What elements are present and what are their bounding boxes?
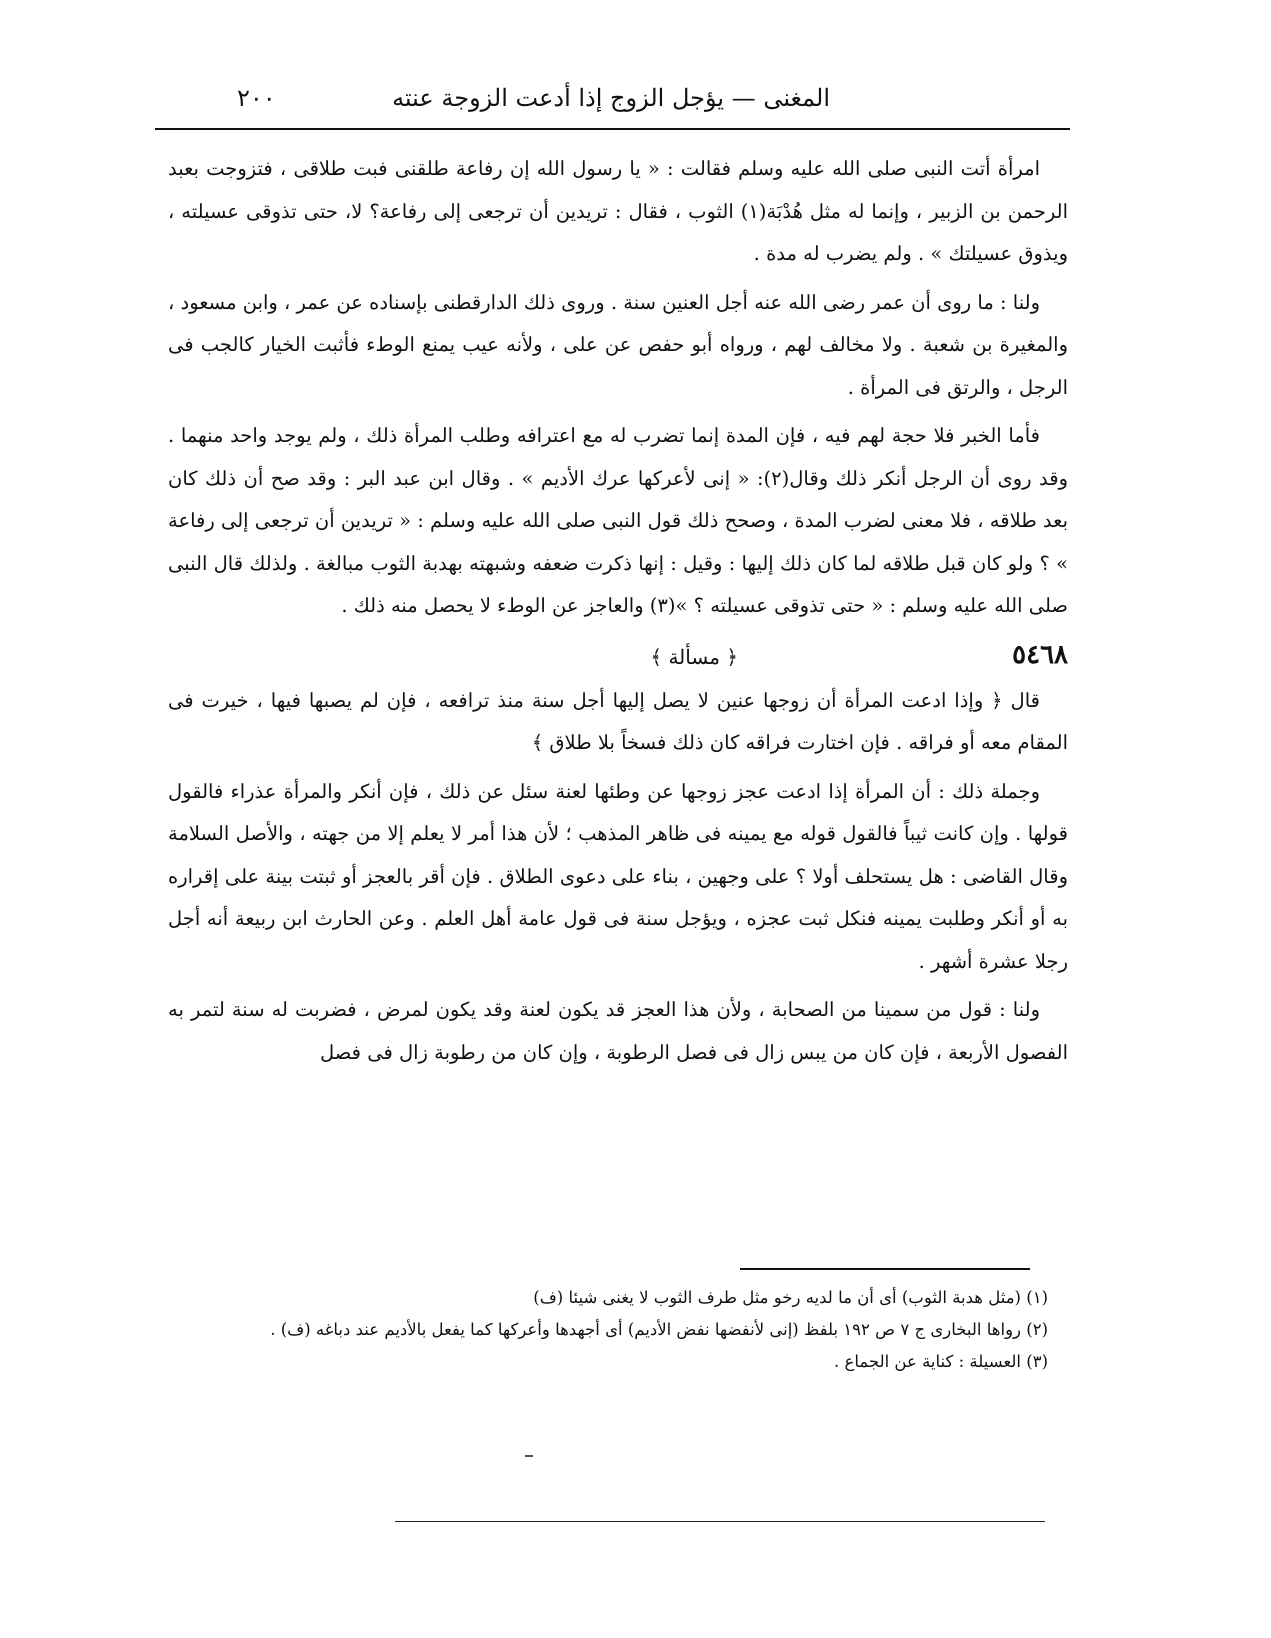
paragraph: ولنا : قول من سمينا من الصحابة ، ولأن هذا العجز قد يكون لعنة وقد يكون لمرض ، فضربت له سنة لتمر به الفصول الأربعة ، فإن كان من يبس زال فى فصل الرطوبة ، وإن كان من رطوبة زال فى فصل bbox=[168, 998, 1068, 1064]
header-rule bbox=[155, 128, 1070, 130]
bottom-rule bbox=[395, 1521, 1045, 1522]
running-header bbox=[155, 78, 1070, 128]
paragraph: ولنا : ما روى أن عمر رضى الله عنه أجل العنين سنة . وروى ذلك الدارقطنى بإسناده عن عمر ، وابن مسعود ، والمغيرة بن شعبة . ولا مخالف لهم ، ورواه أبو حفص عن على ، ولأنه عيب يمنع الوطء فأثبت الخيار كالجب فى الرجل ، والرتق فى المرأة . bbox=[168, 290, 1068, 399]
main-text bbox=[168, 148, 1068, 1080]
footnote: (٣) العسيلة : كناية عن الجماع . bbox=[834, 1352, 1048, 1371]
paragraph: امرأة أتت النبى صلى الله عليه وسلم فقالت : « يا رسول الله إن رفاعة طلقنى فبت طلاقى ، فتزوجت بعبد الرحمن بن الزبير ، وإنما له مثل هُدْبَة(١) الثوب ، فقال : تريدين أن ترجعى إلى رفاعة؟ لا، حتى تذوقى عسيلته ، ويذوق عسيلتك » . ولم يضرب له مدة . bbox=[168, 157, 1068, 265]
page-number: ٢٠٠ bbox=[237, 84, 276, 112]
footnote: (١) (مثل هدبة الثوب) أى أن ما لديه رخو مثل طرف الثوب لا يغنى شيئا (ف) bbox=[533, 1288, 1048, 1307]
quoted-text: قال ﴿ وإذا ادعت المرأة أن زوجها عنين لا يصل إليها أجل سنة منذ ترافعه ، فإن لم يصبها فيها ، خيرت فى المقام معه أو فراقه . فإن اختارت فراقه كان ذلك فسخاً بلا طلاق ﴾ bbox=[168, 688, 1068, 754]
footnote: (٢) رواها البخارى ج ٧ ص ١٩٢ بلفظ (إنى لأنفضها نفض الأديم) أى أجهدها وأعركها كما يفعل بالأديم عند دباغه (ف) . bbox=[270, 1320, 1048, 1339]
issue-number: ٥٤٦٨ bbox=[1012, 639, 1068, 670]
issue-label: ﴿ مسألة ﴾ bbox=[650, 644, 738, 669]
paragraph: وجملة ذلك : أن المرأة إذا ادعت عجز زوجها عن وطئها لعنة سئل عن ذلك ، فإن أنكر والمرأة عذراء فالقول قولها . وإن كانت ثيباً فالقول قوله مع يمينه فى ظاهر المذهب ؛ لأن هذا أمر لا يعلم إلا من جهته ، والأصل السلامة وقال القاضى : هل يستحلف أولا ؟ على وجهين ، بناء على دعوى الطلاق . فإن أقر بالعجز أو ثبتت بينة على إقراره به أو أنكر وطلبت يمينه فنكل ثبت عجزه ، ويؤجل سنة فى قول عامة أهل العلم . وعن الحارث ابن ربيعة أنه أجل رجلا عشرة أشهر . bbox=[168, 779, 1068, 973]
scan-speck bbox=[525, 1455, 533, 1457]
footnotes bbox=[168, 1282, 1048, 1378]
issue-heading bbox=[168, 634, 1068, 678]
footnotes-rule bbox=[740, 1268, 1030, 1270]
paragraph: فأما الخبر فلا حجة لهم فيه ، فإن المدة إنما تضرب له مع اعترافه وطلب المرأة ذلك ، ولم يوجد واحد منهما . وقد روى أن الرجل أنكر ذلك وقال(٢): « إنى لأعركها عرك الأديم » . وقال ابن عبد البر : وقد صح أن ذلك كان بعد طلاقه ، فلا معنى لضرب المدة ، وصحح ذلك قول النبى صلى الله عليه وسلم : « تريدين أن ترجعى إلى رفاعة » ؟ ولو كان قبل طلاقه لما كان ذلك إليها : وقيل : إنها ذكرت ضعفه وشبهته بهدبة الثوب مبالغة . ولذلك قال النبى صلى الله عليه وسلم : « حتى تذوقى عسيلته ؟ »(٣) والعاجز عن الوطء لا يحصل منه ذلك . bbox=[168, 424, 1069, 617]
running-title: المغنى — يؤجل الزوج إذا أدعت الزوجة عنته bbox=[392, 84, 830, 112]
